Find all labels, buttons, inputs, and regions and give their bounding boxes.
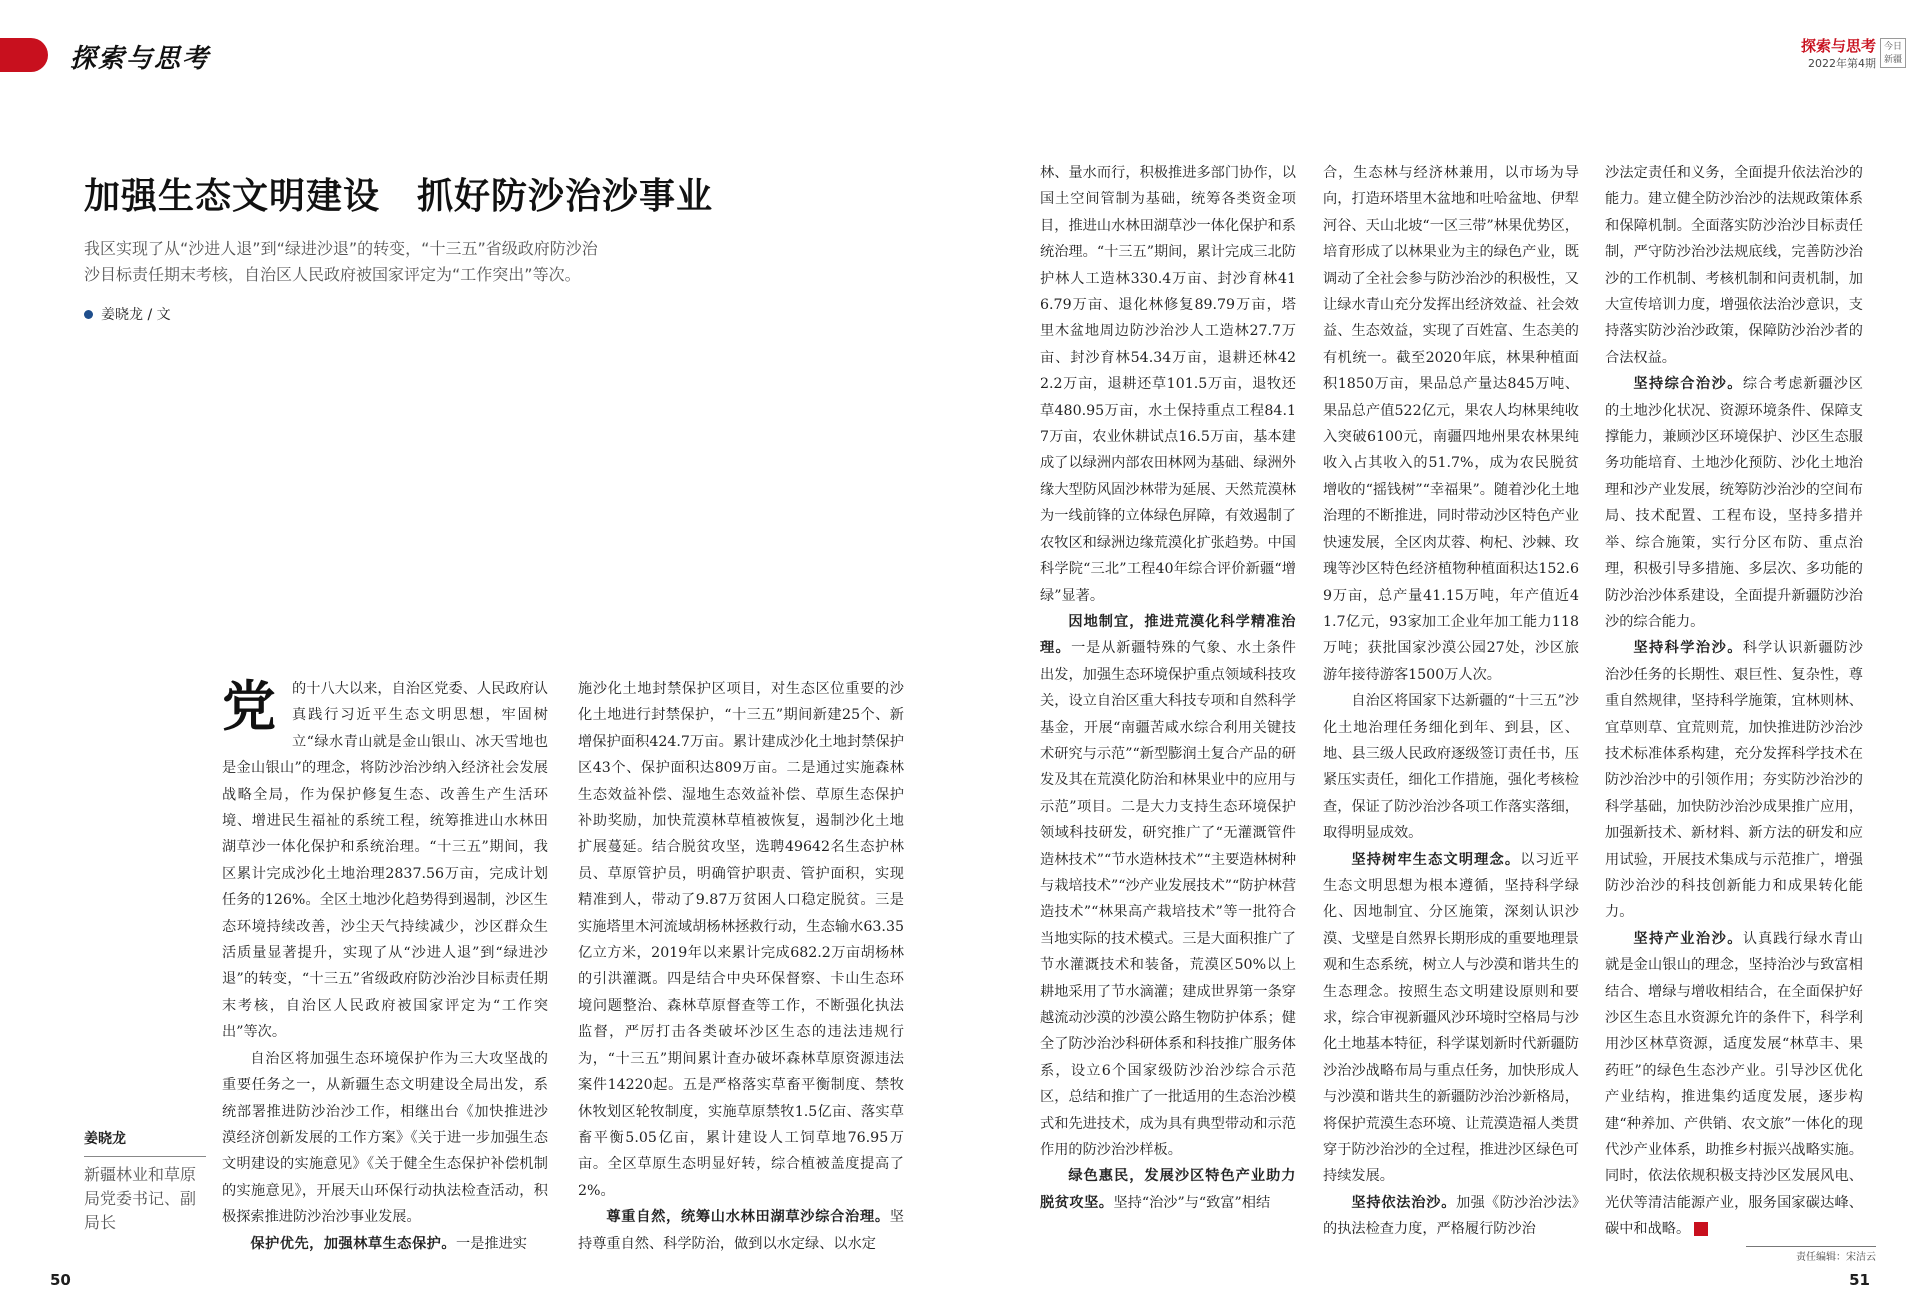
right-page xyxy=(960,0,1920,1303)
paragraph xyxy=(1040,1163,1296,1216)
body-column-4 xyxy=(1323,160,1579,1243)
page-number-right: 51 xyxy=(1849,1271,1870,1289)
paragraph-lead: 保护优先，加强林草生态保护。 xyxy=(250,1235,457,1252)
editor-credit: 责任编辑：宋洁云 xyxy=(1796,1252,1876,1263)
section-tab-marker xyxy=(0,38,48,72)
paragraph-lead: 绿色惠民，发展沙区特色产业助力脱贫攻坚。 xyxy=(1040,1168,1296,1211)
paragraph-lead: 坚持综合治沙。 xyxy=(1633,376,1743,393)
paragraph xyxy=(1605,926,1863,1243)
paragraph-lead: 尊重自然，统筹山水林田湖草沙综合治理。 xyxy=(606,1209,890,1226)
paragraph xyxy=(1323,847,1579,1190)
paragraph-text: 加强《防沙治沙法》的执法检查力度，严格履行防沙治 xyxy=(1323,1194,1579,1238)
paragraph-lead: 坚持产业治沙。 xyxy=(1633,930,1743,947)
paragraph-text: 认真践行绿水青山就是金山银山的理念，坚持治沙与致富相结合、增绿与增收相结合，在全面保护好沙区生态且水资源允许的条件下，科学利用沙区林草资源，适度发展“林草丰、果药旺”的绿色生态沙产业。引导沙区优化产业结构，推进集约适度发展，逐步构建“种养加、产供销、农文旅”一体化的现代沙产业体系，助推乡村振兴战略实施。同时，依法依规积极支持沙区发展风电、光伏等清洁能源产业，服务国家碳达峰、碳中和战略。 xyxy=(1605,930,1863,1238)
author-divider xyxy=(84,1156,206,1157)
paragraph-text: 一是从新疆特殊的气象、水土条件出发，加强生态环境保护重点领域科技攻关，设立自治区重大科技专项和自然科学基金，开展“南疆苦咸水综合利用关键技术研究与示范”“新型膨润土复合产品的研发及其在荒漠化防治和林果业中的应用与示范”项目。二是大力支持生态环境保护领域科技研发，研究推广了“无灌溉管件造林技术”“节水造林技术”“主要造林树种与栽培技术”“沙产业发展技术”“防护林营造技术”“林果高产栽培技术”等一批符合当地实际的技术模式。三是大面积推广了节水灌溉技术和装备，荒漠区50%以上耕地采用了节水滴灌；建成世界第一条穿越流动沙漠的沙漠公路生物防护体系；健全了防沙治沙科研体系和科技推广服务体系，设立6个国家级防沙治沙综合示范区，总结和推广了一批适用的生态治沙模式和先进技术，成为具有典型带动和示范作用的防沙治沙样板。 xyxy=(1040,640,1297,1159)
body-column-1 xyxy=(222,676,548,1257)
paragraph xyxy=(1040,609,1296,1164)
article-deck: 我区实现了从“沙进人退”到“绿进沙退”的转变，“十三五”省级政府防沙治沙目标责任期末考核，自治区人民政府被国家评定为“工作突出”等次。 xyxy=(84,239,598,284)
paragraph-text: 以习近平生态文明思想为根本遵循，坚持科学绿化、因地制宜、分区施策，深刻认识沙漠、戈壁是自然界长期形成的重要地理景观和生态系统，树立人与沙漠和谐共生的生态理念。按照生态文明建设原则和要求，综合审视新疆风沙环境时空格局与沙化土地基本特征，科学谋划新时代新疆防沙治沙战略布局与重点任务，加快形成人与沙漠和谐共生的新疆防沙治沙新格局，将保护荒漠生态环境、让荒漠造福人类贯穿于防沙治沙的全过程，推进沙区绿色可持续发展。 xyxy=(1323,851,1579,1185)
section-title: 探索与思考 xyxy=(70,44,211,74)
paragraph-lead: 坚持树牢生态文明理念。 xyxy=(1351,851,1521,868)
paragraph: 自治区将国家下达新疆的“十三五”沙化土地治理任务细化到年、到县，区、地、县三级人民政府逐级签订责任书，压紧压实责任，细化工作措施，强化考核检查，保证了防沙治沙各项工作落实落细，取得明显成效。 xyxy=(1323,693,1579,842)
paragraph xyxy=(1605,371,1863,635)
paragraph-lead: 因地制宜，推进荒漠化科学精准治理。 xyxy=(1040,613,1296,657)
paragraph xyxy=(1605,635,1863,925)
byline xyxy=(84,304,171,324)
column-name: 探索与思考 xyxy=(1800,37,1876,55)
editor-divider xyxy=(1746,1246,1876,1247)
dropcap: 党 xyxy=(222,675,276,738)
paragraph-text: 坚持“治沙”与“致富”相结 xyxy=(1113,1194,1271,1211)
body-column-5 xyxy=(1605,160,1863,1243)
paragraph: 沙法定责任和义务，全面提升依法治沙的能力。建立健全防沙治沙的法规政策体系和保障机制。全面落实防沙治沙目标责任制，严守防沙治沙法规底线，完善防沙治沙的工作机制、考核机制和问责机制，加大宣传培训力度，增强依法治沙意识，支持落实防沙治沙政策，保障防沙治沙者的合法权益。 xyxy=(1605,165,1863,366)
paragraph-text: 科学认识新疆防沙治沙任务的长期性、艰巨性、复杂性，尊重自然规律，坚持科学施策，宜林则林、宜草则草、宜荒则荒，加快推进防沙治沙技术标准体系构建，充分发挥科学技术在防沙治沙中的引领作用；夯实防沙治沙的科学基础，加快防沙治沙成果推广应用，加强新技术、新材料、新方法的研发和应用试验，开展技术集成与示范推广，增强防沙治沙的科技创新能力和成果转化能力。 xyxy=(1605,640,1863,921)
paragraph-text: 一是推进实 xyxy=(456,1235,527,1252)
paragraph xyxy=(578,1204,904,1257)
paragraph: 合，生态林与经济林兼用，以市场为导向，打造环塔里木盆地和吐哈盆地、伊犁河谷、天山北坡“一区三带”林果优势区，培育形成了以林果业为主的绿色产业，既调动了全社会参与防沙治沙的积极性，又让绿水青山充分发挥出经济效益、社会效益、生态效益，实现了百姓富、生态美的有机统一。截至2020年底，林果种植面积1850万亩，果品总产量达845万吨、果品总产值522亿元，果农人均林果纯收入突破6100元，南疆四地州果农林果纯收入占其收入的51.7%，成为农民脱贫增收的“摇钱树”“幸福果”。随着沙化土地治理的不断推进，同时带动沙区特色产业快速发展，全区肉苁蓉、枸杞、沙棘、玫瑰等沙区特色经济植物种植面积达152.69万亩，总产量41.15万吨，年产值近41.7亿元，93家加工企业年加工能力118万吨；获批国家沙漠公园27处，沙区旅游年接待游客1500万人次。 xyxy=(1323,165,1580,683)
paragraph-text: 综合考虑新疆沙区的土地沙化状况、资源环境条件、保障支撑能力，兼顾沙区环境保护、沙区生态服务功能培育、土地沙化预防、沙化土地治理和沙产业发展，统筹防沙治沙的空间布局、技术配置、工程布设，坚持多措并举、综合施策，实行分区布防、重点治理，积极引导多措施、多层次、多功能的防沙治沙体系建设，全面提升新疆防沙治沙的综合能力。 xyxy=(1605,376,1863,630)
paragraph-lead: 坚持依法治沙。 xyxy=(1351,1194,1457,1211)
author-name: 姜晓龙 xyxy=(84,1131,126,1147)
byline-text: 姜晓龙 / 文 xyxy=(101,307,171,323)
end-mark-icon xyxy=(1694,1222,1708,1236)
paragraph: 自治区将加强生态环境保护作为三大攻坚战的重要任务之一，从新疆生态文明建设全局出发，系统部署推进防沙治沙工作，相继出台《加快推进沙漠经济创新发展的工作方案》《关于进一步加强生态文明建设的实施意见》《关于健全生态保护补偿机制的实施意见》，开展天山环保行动执法检查活动，积极探索推进防沙治沙事业发展。 xyxy=(222,1050,548,1226)
running-header xyxy=(1801,38,1906,71)
issue-number: 2022年第4期 xyxy=(1808,57,1876,70)
paragraph: 的十八大以来，自治区党委、人民政府认真践行习近平生态文明思想，牢固树立“绿水青山就是金山银山、冰天雪地也是金山银山”的理念，将防沙治沙纳入经济社会发展战略全局，作为保护修复生态、改善生产生活环境、增进民生福祉的系统工程，统筹推进山水林田湖草沙一体化保护和系统治理。“十三五”期间，我区累计完成沙化土地治理2837.56万亩，完成计划任务的126%。全区土地沙化趋势得到遏制，沙区生态环境持续改善，沙尘天气持续减少，沙区群众生活质量显著提升，实现了从“沙进人退”到“绿进沙退”的转变，“十三五”省级政府防沙治沙目标责任期末考核，自治区人民政府被国家评定为“工作突出”等次。 xyxy=(222,681,548,1041)
author-title: 新疆林业和草原局党委书记、副局长 xyxy=(84,1165,197,1232)
page-number-left: 50 xyxy=(50,1271,71,1289)
paragraph xyxy=(222,1231,548,1257)
running-header-text xyxy=(1801,38,1876,71)
body-column-2 xyxy=(578,676,904,1257)
paragraph-text: 坚持尊重自然、科学防治，做到以水定绿、以水定 xyxy=(578,1209,904,1252)
body-column-3 xyxy=(1040,160,1296,1216)
magazine-logo: 今日新疆 xyxy=(1880,38,1906,68)
paragraph-lead: 坚持科学治沙。 xyxy=(1633,640,1743,657)
paragraph: 林、量水而行，积极推进多部门协作，以国土空间管制为基础，统筹各类资金项目，推进山水林田湖草沙一体化保护和系统治理。“十三五”期间，累计完成三北防护林人工造林330.4万亩、封沙育林416.79万亩、退化林修复89.79万亩，塔里木盆地周边防沙治沙人工造林27.7万亩、封沙育林54.34万亩，退耕还林422.2万亩，退耕还草101.5万亩，退牧还草480.95万亩，水土保持重点工程84.17万亩，农业休耕试点16.5万亩，基本建成了以绿洲内部农田林网为基础、绿洲外缘大型防风固沙林带为延展、天然荒漠林为一线前锋的立体绿色屏障，有效遏制了农牧区和绿洲边缘荒漠化扩张趋势。中国科学院“三北”工程40年综合评价新疆“增绿”显著。 xyxy=(1040,165,1296,604)
paragraph: 施沙化土地封禁保护区项目，对生态区位重要的沙化土地进行封禁保护，“十三五”期间新建25个、新增保护面积424.7万亩。累计建成沙化土地封禁保护区43个、保护面积达809万亩。二是通过实施森林生态效益补偿、湿地生态效益补偿、草原生态保护补助奖励，加快荒漠林草植被恢复，遏制沙化土地扩展蔓延。结合脱贫攻坚，选聘49642名生态护林员、草原管护员，明确管护职责、管护面积，实现精准到人，带动了9.87万贫困人口稳定脱贫。三是实施塔里木河流域胡杨林拯救行动，生态输水63.35亿立方米，2019年以来累计完成682.2万亩胡杨林的引洪灌溉。四是结合中央环保督察、卡山生态环境问题整治、森林草原督查等工作，不断强化执法监督，严厉打击各类破坏沙区生态的违法违规行为，“十三五”期间累计查办破坏森林草原资源违法案件14220起。五是严格落实草畜平衡制度、禁牧休牧划区轮牧制度，实施草原禁牧1.5亿亩、落实草畜平衡5.05亿亩，累计建设人工饲草地76.95万亩。全区草原生态明显好转，综合植被盖度提高了2%。 xyxy=(578,681,904,1199)
bullet-dot-icon xyxy=(84,310,93,319)
article-title: 加强生态文明建设 抓好防沙治沙事业 xyxy=(84,176,714,217)
author-box xyxy=(84,1128,206,1235)
paragraph xyxy=(1323,1190,1579,1243)
